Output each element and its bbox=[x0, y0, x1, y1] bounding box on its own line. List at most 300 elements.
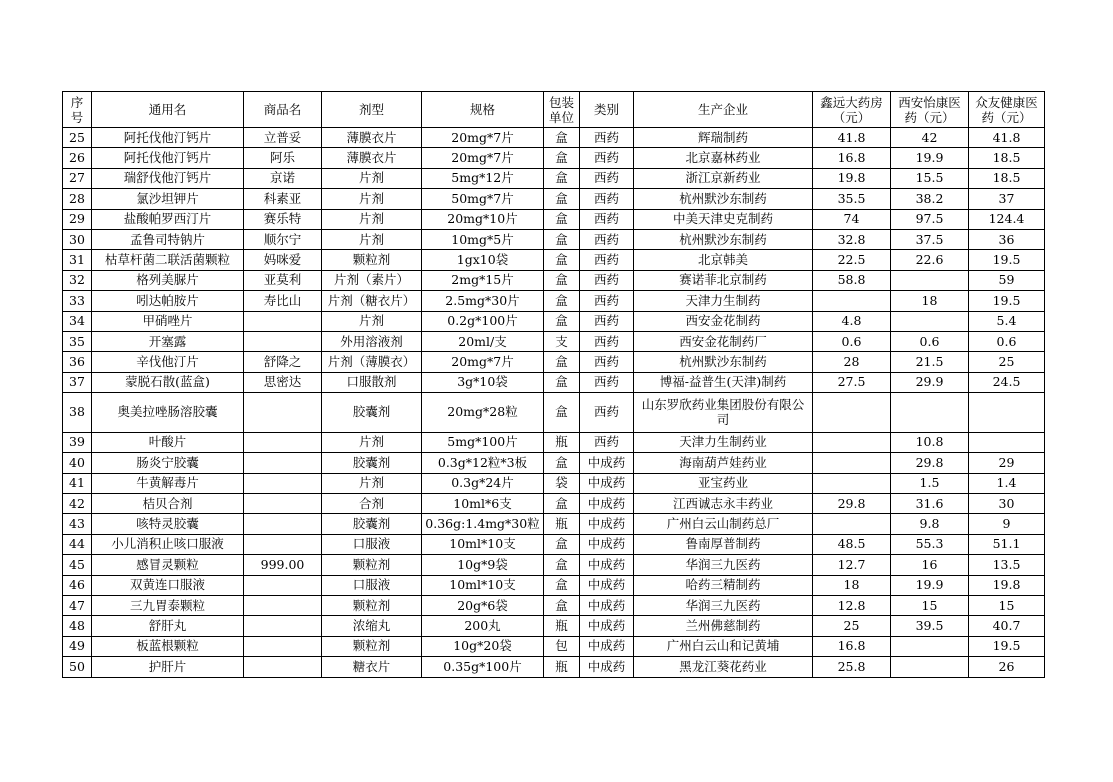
table-cell: 50 bbox=[63, 657, 92, 678]
table-cell: 5mg*12片 bbox=[422, 168, 544, 188]
table-cell: 26 bbox=[969, 657, 1045, 678]
table-cell: 片剂 bbox=[322, 189, 422, 209]
table-cell: 盒 bbox=[544, 352, 580, 372]
table-cell: 护肝片 bbox=[92, 657, 244, 678]
table-cell: 10mg*5片 bbox=[422, 230, 544, 250]
table-cell: 天津力生制药 bbox=[634, 291, 813, 311]
table-cell: 三九胃泰颗粒 bbox=[92, 596, 244, 616]
table-row bbox=[63, 291, 1045, 311]
table-cell: 16.8 bbox=[813, 636, 891, 656]
table-cell: 41 bbox=[63, 473, 92, 493]
column-header: 西安怡康医药（元） bbox=[891, 92, 969, 128]
table-cell bbox=[813, 291, 891, 311]
table-cell: 华润三九医药 bbox=[634, 596, 813, 616]
table-cell: 盒 bbox=[544, 270, 580, 290]
table-cell: 兰州佛慈制药 bbox=[634, 616, 813, 636]
column-header: 商品名 bbox=[244, 92, 322, 128]
table-cell: 薄膜衣片 bbox=[322, 148, 422, 168]
table-cell: 36 bbox=[969, 230, 1045, 250]
table-cell: 1gx10袋 bbox=[422, 250, 544, 270]
table-cell: 盒 bbox=[544, 393, 580, 433]
table-row bbox=[63, 596, 1045, 616]
table-cell bbox=[969, 432, 1045, 452]
table-cell bbox=[891, 636, 969, 656]
table-cell: 阿托伐他汀钙片 bbox=[92, 148, 244, 168]
table-cell: 中成药 bbox=[580, 453, 634, 473]
table-cell: 124.4 bbox=[969, 209, 1045, 229]
table-cell: 江西诚志永丰药业 bbox=[634, 494, 813, 514]
table-cell: 盒 bbox=[544, 230, 580, 250]
table-cell: 广州白云山制药总厂 bbox=[634, 514, 813, 534]
table-cell: 43 bbox=[63, 514, 92, 534]
table-cell: 10ml*10支 bbox=[422, 534, 544, 554]
table-cell: 片剂 bbox=[322, 168, 422, 188]
table-cell: 盐酸帕罗西汀片 bbox=[92, 209, 244, 229]
table-row bbox=[63, 616, 1045, 636]
table-cell bbox=[244, 473, 322, 493]
table-cell: 片剂 bbox=[322, 311, 422, 331]
table-cell bbox=[244, 596, 322, 616]
table-cell: 2mg*15片 bbox=[422, 270, 544, 290]
table-cell: 20g*6袋 bbox=[422, 596, 544, 616]
table-cell: 西药 bbox=[580, 352, 634, 372]
table-cell: 西药 bbox=[580, 291, 634, 311]
table-cell bbox=[891, 657, 969, 678]
table-cell: 3g*10袋 bbox=[422, 372, 544, 392]
column-header: 规格 bbox=[422, 92, 544, 128]
table-row bbox=[63, 453, 1045, 473]
table-cell: 59 bbox=[969, 270, 1045, 290]
table-cell: 舒肝丸 bbox=[92, 616, 244, 636]
column-header: 类别 bbox=[580, 92, 634, 128]
table-cell: 30 bbox=[63, 230, 92, 250]
table-cell: 妈咪爱 bbox=[244, 250, 322, 270]
table-cell bbox=[244, 534, 322, 554]
table-cell: 盒 bbox=[544, 453, 580, 473]
table-cell: 5.4 bbox=[969, 311, 1045, 331]
table-cell: 吲达帕胺片 bbox=[92, 291, 244, 311]
table-cell: 片剂（糖衣片） bbox=[322, 291, 422, 311]
table-row bbox=[63, 575, 1045, 595]
table-cell: 20mg*10片 bbox=[422, 209, 544, 229]
table-cell: 29.8 bbox=[891, 453, 969, 473]
table-cell: 27 bbox=[63, 168, 92, 188]
table-cell: 盒 bbox=[544, 575, 580, 595]
table-cell: 15 bbox=[969, 596, 1045, 616]
table-cell: 18 bbox=[891, 291, 969, 311]
table-cell: 盒 bbox=[544, 168, 580, 188]
table-cell: 38.2 bbox=[891, 189, 969, 209]
column-header: 生产企业 bbox=[634, 92, 813, 128]
table-cell: 盒 bbox=[544, 189, 580, 209]
table-cell: 1.5 bbox=[891, 473, 969, 493]
table-cell: 13.5 bbox=[969, 555, 1045, 575]
table-cell bbox=[244, 494, 322, 514]
table-cell: 12.7 bbox=[813, 555, 891, 575]
table-cell: 杭州默沙东制药 bbox=[634, 230, 813, 250]
table-row bbox=[63, 636, 1045, 656]
table-cell: 片剂 bbox=[322, 209, 422, 229]
table-cell: 杭州默沙东制药 bbox=[634, 352, 813, 372]
table-cell: 15.5 bbox=[891, 168, 969, 188]
table-cell: 包 bbox=[544, 636, 580, 656]
table-cell: 41.8 bbox=[969, 128, 1045, 148]
table-cell: 科素亚 bbox=[244, 189, 322, 209]
table-cell: 北京嘉林药业 bbox=[634, 148, 813, 168]
table-cell: 19.8 bbox=[969, 575, 1045, 595]
table-cell: 西药 bbox=[580, 128, 634, 148]
table-cell bbox=[244, 311, 322, 331]
table-cell: 28 bbox=[63, 189, 92, 209]
table-cell bbox=[244, 575, 322, 595]
table-cell: 糖衣片 bbox=[322, 657, 422, 678]
column-header: 鑫远大药房（元） bbox=[813, 92, 891, 128]
table-cell bbox=[891, 270, 969, 290]
table-cell: 0.6 bbox=[813, 332, 891, 352]
table-cell: 盒 bbox=[544, 534, 580, 554]
table-cell: 35.5 bbox=[813, 189, 891, 209]
table-cell: 41.8 bbox=[813, 128, 891, 148]
table-cell: 20mg*7片 bbox=[422, 352, 544, 372]
table-cell: 16.8 bbox=[813, 148, 891, 168]
table-cell: 西药 bbox=[580, 432, 634, 452]
table-cell: 博福-益普生(天津)制药 bbox=[634, 372, 813, 392]
table-cell: 中美天津史克制药 bbox=[634, 209, 813, 229]
table-cell: 亚宝药业 bbox=[634, 473, 813, 493]
table-row bbox=[63, 514, 1045, 534]
table-cell: 49 bbox=[63, 636, 92, 656]
table-cell: 阿乐 bbox=[244, 148, 322, 168]
table-cell: 盒 bbox=[544, 250, 580, 270]
table-cell bbox=[813, 432, 891, 452]
table-cell: 瑞舒伐他汀钙片 bbox=[92, 168, 244, 188]
table-header bbox=[63, 92, 1045, 128]
table-cell: 58.8 bbox=[813, 270, 891, 290]
table-cell: 34 bbox=[63, 311, 92, 331]
table-cell: 30 bbox=[969, 494, 1045, 514]
table-cell: 片剂 bbox=[322, 230, 422, 250]
table-cell bbox=[813, 393, 891, 433]
table-cell: 44 bbox=[63, 534, 92, 554]
table-cell: 33 bbox=[63, 291, 92, 311]
table-cell: 18.5 bbox=[969, 168, 1045, 188]
header-row bbox=[63, 92, 1045, 128]
table-cell: 0.2g*100片 bbox=[422, 311, 544, 331]
table-cell: 西药 bbox=[580, 148, 634, 168]
table-cell: 2.5mg*30片 bbox=[422, 291, 544, 311]
table-cell: 片剂 bbox=[322, 432, 422, 452]
table-cell: 29.8 bbox=[813, 494, 891, 514]
table-cell: 颗粒剂 bbox=[322, 250, 422, 270]
table-cell: 21.5 bbox=[891, 352, 969, 372]
table-cell bbox=[244, 657, 322, 678]
table-cell: 口服液 bbox=[322, 575, 422, 595]
table-cell: 片剂（素片） bbox=[322, 270, 422, 290]
table-cell: 浙江京新药业 bbox=[634, 168, 813, 188]
table-cell: 颗粒剂 bbox=[322, 636, 422, 656]
table-cell bbox=[891, 311, 969, 331]
table-cell: 薄膜衣片 bbox=[322, 128, 422, 148]
table-cell: 20mg*28粒 bbox=[422, 393, 544, 433]
table-cell: 中成药 bbox=[580, 514, 634, 534]
table-cell: 胶囊剂 bbox=[322, 393, 422, 433]
table-cell: 29.9 bbox=[891, 372, 969, 392]
table-cell: 西药 bbox=[580, 393, 634, 433]
table-row bbox=[63, 332, 1045, 352]
table-cell: 28 bbox=[813, 352, 891, 372]
table-cell: 蒙脱石散(蓝盒) bbox=[92, 372, 244, 392]
table-cell: 立普妥 bbox=[244, 128, 322, 148]
table-cell: 盒 bbox=[544, 148, 580, 168]
table-cell: 37 bbox=[63, 372, 92, 392]
table-cell: 外用溶液剂 bbox=[322, 332, 422, 352]
table-cell: 开塞露 bbox=[92, 332, 244, 352]
table-cell: 京诺 bbox=[244, 168, 322, 188]
table-cell: 瓶 bbox=[544, 514, 580, 534]
table-cell: 12.8 bbox=[813, 596, 891, 616]
table-cell: 中成药 bbox=[580, 494, 634, 514]
table-cell: 西药 bbox=[580, 209, 634, 229]
table-cell: 华润三九医药 bbox=[634, 555, 813, 575]
table-cell: 顺尔宁 bbox=[244, 230, 322, 250]
table-cell: 9.8 bbox=[891, 514, 969, 534]
table-cell: 18.5 bbox=[969, 148, 1045, 168]
table-cell bbox=[969, 393, 1045, 433]
table-cell: 25 bbox=[63, 128, 92, 148]
table-cell: 19.9 bbox=[891, 575, 969, 595]
table-cell: 42 bbox=[891, 128, 969, 148]
table-cell: 55.3 bbox=[891, 534, 969, 554]
table-cell: 15 bbox=[891, 596, 969, 616]
table-cell: 19.9 bbox=[891, 148, 969, 168]
table-row bbox=[63, 189, 1045, 209]
table-cell: 感冒灵颗粒 bbox=[92, 555, 244, 575]
table-cell: 29 bbox=[969, 453, 1045, 473]
table-cell: 瓶 bbox=[544, 657, 580, 678]
table-cell: 29 bbox=[63, 209, 92, 229]
table-cell: 口服液 bbox=[322, 534, 422, 554]
table-row bbox=[63, 432, 1045, 452]
table-cell: 肠炎宁胶囊 bbox=[92, 453, 244, 473]
table-row bbox=[63, 250, 1045, 270]
table-cell: 32.8 bbox=[813, 230, 891, 250]
table-cell: 97.5 bbox=[891, 209, 969, 229]
table-cell: 37 bbox=[969, 189, 1045, 209]
table-cell: 盒 bbox=[544, 209, 580, 229]
table-cell: 胶囊剂 bbox=[322, 453, 422, 473]
table-cell: 19.8 bbox=[813, 168, 891, 188]
table-cell: 桔贝合剂 bbox=[92, 494, 244, 514]
table-cell: 双黄连口服液 bbox=[92, 575, 244, 595]
table-cell: 39.5 bbox=[891, 616, 969, 636]
table-cell: 小儿消积止咳口服液 bbox=[92, 534, 244, 554]
table-cell: 西药 bbox=[580, 311, 634, 331]
table-cell: 0.6 bbox=[969, 332, 1045, 352]
table-cell: 19.5 bbox=[969, 636, 1045, 656]
column-header: 通用名 bbox=[92, 92, 244, 128]
table-cell: 19.5 bbox=[969, 250, 1045, 270]
table-cell bbox=[244, 616, 322, 636]
table-cell: 瓶 bbox=[544, 616, 580, 636]
table-cell: 38 bbox=[63, 393, 92, 433]
table-body bbox=[63, 128, 1045, 678]
table-cell: 中成药 bbox=[580, 473, 634, 493]
table-cell: 天津力生制药业 bbox=[634, 432, 813, 452]
table-cell: 合剂 bbox=[322, 494, 422, 514]
table-row bbox=[63, 555, 1045, 575]
table-cell: 40 bbox=[63, 453, 92, 473]
table-row bbox=[63, 230, 1045, 250]
column-header: 序号 bbox=[63, 92, 92, 128]
table-row bbox=[63, 372, 1045, 392]
table-cell: 0.3g*12粒*3板 bbox=[422, 453, 544, 473]
table-cell: 氯沙坦钾片 bbox=[92, 189, 244, 209]
table-cell: 27.5 bbox=[813, 372, 891, 392]
table-row bbox=[63, 352, 1045, 372]
table-cell: 中成药 bbox=[580, 555, 634, 575]
table-cell: 盒 bbox=[544, 311, 580, 331]
table-cell: 200丸 bbox=[422, 616, 544, 636]
table-cell: 中成药 bbox=[580, 575, 634, 595]
table-cell: 咳特灵胶囊 bbox=[92, 514, 244, 534]
column-header: 包装单位 bbox=[544, 92, 580, 128]
table-cell: 山东罗欣药业集团股份有限公司 bbox=[634, 393, 813, 433]
table-cell: 奥美拉唑肠溶胶囊 bbox=[92, 393, 244, 433]
table-cell: 西安金花制药厂 bbox=[634, 332, 813, 352]
table-cell: 18 bbox=[813, 575, 891, 595]
table-cell: 黑龙江葵花药业 bbox=[634, 657, 813, 678]
table-cell: 36 bbox=[63, 352, 92, 372]
table-cell: 赛诺菲北京制药 bbox=[634, 270, 813, 290]
table-cell: 思密达 bbox=[244, 372, 322, 392]
table-cell: 寿比山 bbox=[244, 291, 322, 311]
table-cell: 10g*9袋 bbox=[422, 555, 544, 575]
table-cell: 26 bbox=[63, 148, 92, 168]
table-cell: 甲硝唑片 bbox=[92, 311, 244, 331]
table-cell: 西药 bbox=[580, 168, 634, 188]
table-cell: 35 bbox=[63, 332, 92, 352]
table-cell: 北京韩美 bbox=[634, 250, 813, 270]
table-cell: 盒 bbox=[544, 128, 580, 148]
table-cell: 0.3g*24片 bbox=[422, 473, 544, 493]
table-cell: 格列美脲片 bbox=[92, 270, 244, 290]
table-cell: 10ml*6支 bbox=[422, 494, 544, 514]
table-cell: 西药 bbox=[580, 372, 634, 392]
table-cell: 口服散剂 bbox=[322, 372, 422, 392]
table-cell: 杭州默沙东制药 bbox=[634, 189, 813, 209]
table-row bbox=[63, 494, 1045, 514]
table-cell: 西药 bbox=[580, 230, 634, 250]
table-cell: 鲁南厚普制药 bbox=[634, 534, 813, 554]
table-cell: 999.00 bbox=[244, 555, 322, 575]
table-cell: 1.4 bbox=[969, 473, 1045, 493]
table-cell: 25.8 bbox=[813, 657, 891, 678]
table-cell: 22.6 bbox=[891, 250, 969, 270]
table-cell bbox=[244, 514, 322, 534]
table-cell bbox=[813, 473, 891, 493]
table-cell: 片剂 bbox=[322, 473, 422, 493]
table-cell: 西药 bbox=[580, 189, 634, 209]
table-cell: 颗粒剂 bbox=[322, 555, 422, 575]
table-cell: 辛伐他汀片 bbox=[92, 352, 244, 372]
table-cell: 盒 bbox=[544, 596, 580, 616]
table-cell: 47 bbox=[63, 596, 92, 616]
table-cell: 中成药 bbox=[580, 534, 634, 554]
table-cell: 22.5 bbox=[813, 250, 891, 270]
table-cell: 20mg*7片 bbox=[422, 128, 544, 148]
column-header: 剂型 bbox=[322, 92, 422, 128]
table-cell: 37.5 bbox=[891, 230, 969, 250]
table-cell: 牛黄解毒片 bbox=[92, 473, 244, 493]
table-cell: 盒 bbox=[544, 372, 580, 392]
table-cell bbox=[244, 432, 322, 452]
table-cell: 0.6 bbox=[891, 332, 969, 352]
table-cell: 24.5 bbox=[969, 372, 1045, 392]
table-cell: 胶囊剂 bbox=[322, 514, 422, 534]
table-row bbox=[63, 270, 1045, 290]
table-row bbox=[63, 657, 1045, 678]
column-header: 众友健康医药（元） bbox=[969, 92, 1045, 128]
table-cell: 32 bbox=[63, 270, 92, 290]
table-row bbox=[63, 168, 1045, 188]
table-cell bbox=[244, 393, 322, 433]
table-cell: 支 bbox=[544, 332, 580, 352]
table-cell: 中成药 bbox=[580, 596, 634, 616]
table-cell: 辉瑞制药 bbox=[634, 128, 813, 148]
table-row bbox=[63, 393, 1045, 433]
table-cell: 舒降之 bbox=[244, 352, 322, 372]
table-cell bbox=[891, 393, 969, 433]
table-cell: 中成药 bbox=[580, 616, 634, 636]
table-cell: 瓶 bbox=[544, 432, 580, 452]
table-cell: 中成药 bbox=[580, 657, 634, 678]
table-cell: 48.5 bbox=[813, 534, 891, 554]
table-cell bbox=[244, 332, 322, 352]
table-cell: 阿托伐他汀钙片 bbox=[92, 128, 244, 148]
table-cell: 0.35g*100片 bbox=[422, 657, 544, 678]
table-cell: 20ml/支 bbox=[422, 332, 544, 352]
table-cell: 16 bbox=[891, 555, 969, 575]
table-row bbox=[63, 128, 1045, 148]
table-cell: 10g*20袋 bbox=[422, 636, 544, 656]
table-cell bbox=[813, 453, 891, 473]
table-cell: 25 bbox=[813, 616, 891, 636]
table-cell bbox=[813, 514, 891, 534]
drug-price-table bbox=[62, 91, 1045, 678]
table-cell: 西药 bbox=[580, 270, 634, 290]
table-cell: 10.8 bbox=[891, 432, 969, 452]
table-cell: 片剂（薄膜衣） bbox=[322, 352, 422, 372]
table-row bbox=[63, 534, 1045, 554]
table-cell: 西药 bbox=[580, 250, 634, 270]
table-row bbox=[63, 311, 1045, 331]
table-row bbox=[63, 473, 1045, 493]
table-cell: 40.7 bbox=[969, 616, 1045, 636]
table-cell: 42 bbox=[63, 494, 92, 514]
table-cell: 赛乐特 bbox=[244, 209, 322, 229]
table-cell: 51.1 bbox=[969, 534, 1045, 554]
table-cell: 亚莫利 bbox=[244, 270, 322, 290]
table-row bbox=[63, 209, 1045, 229]
table-cell: 25 bbox=[969, 352, 1045, 372]
table-cell: 西药 bbox=[580, 332, 634, 352]
table-cell: 50mg*7片 bbox=[422, 189, 544, 209]
table-cell: 颗粒剂 bbox=[322, 596, 422, 616]
table-cell: 叶酸片 bbox=[92, 432, 244, 452]
table-cell: 0.36g:1.4mg*30粒 bbox=[422, 514, 544, 534]
table-cell: 枯草杆菌二联活菌颗粒 bbox=[92, 250, 244, 270]
table-cell: 哈药三精制药 bbox=[634, 575, 813, 595]
